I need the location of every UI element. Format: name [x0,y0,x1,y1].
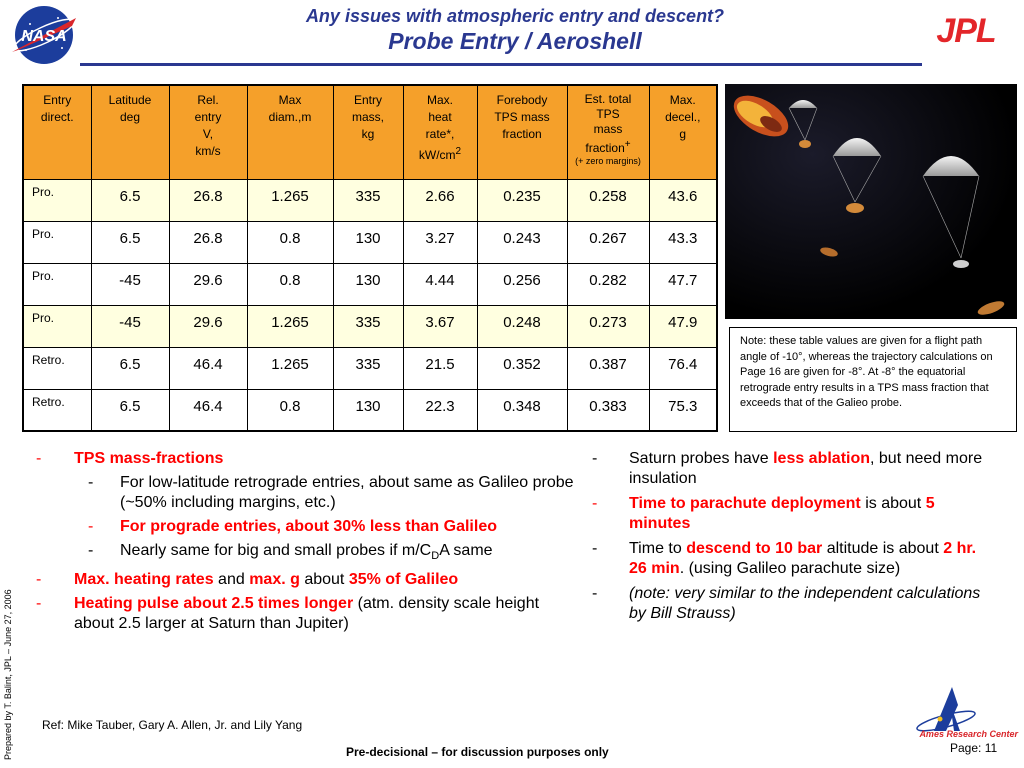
svg-text:JPL: JPL [936,12,996,46]
table-cell: 2.66 [403,179,477,221]
table-cell: 0.267 [567,221,649,263]
table-cell: 0.256 [477,263,567,305]
header-max-diameter: Max diam.,m [247,85,333,179]
table-cell: 75.3 [649,389,717,431]
table-cell: 0.235 [477,179,567,221]
table-cell: 0.387 [567,347,649,389]
table-cell: 46.4 [169,389,247,431]
parachute-descent-image [725,84,1017,319]
footer-disclaimer: Pre-decisional – for discussion purposes only [346,745,609,759]
table-cell: -45 [91,263,169,305]
table-cell: 4.44 [403,263,477,305]
table-cell: 335 [333,305,403,347]
table-cell: 3.27 [403,221,477,263]
table-cell: 3.67 [403,305,477,347]
header-max-decel: Max. decel., g [649,85,717,179]
list-item: - (note: very similar to the independent calculations by Bill Strauss) [592,585,981,622]
entry-data-table [22,84,718,432]
table-cell: 130 [333,263,403,305]
list-item: - Heating pulse about 2.5 times longer (atm. density scale height about 2.5 larger at Saturn than Jupiter) [36,595,540,633]
prepared-by-text: Prepared by T. Balint, JPL – June 27, 2006 [3,589,13,760]
table-cell: -45 [91,305,169,347]
slide-title: Probe Entry / Aeroshell [388,28,642,54]
table-cell: 43.3 [649,221,717,263]
table-cell: 0.8 [247,389,333,431]
table-cell: 46.4 [169,347,247,389]
table-cell: 335 [333,347,403,389]
table-cell: 26.8 [169,179,247,221]
table-cell: 0.258 [567,179,649,221]
table-cell: 47.7 [649,263,717,305]
table-cell: 0.383 [567,389,649,431]
ames-logo [904,683,1020,741]
header-latitude: Latitude deg [91,85,169,179]
header-entry-direction: Entry direct. [23,85,91,179]
table-cell: 6.5 [91,389,169,431]
nasa-logo [6,4,82,66]
table-cell: 0.352 [477,347,567,389]
table-cell: 26.8 [169,221,247,263]
table-cell: 0.8 [247,263,333,305]
list-item: - Time to parachute deployment is about 5 minutes [592,495,935,532]
list-item: - For prograde entries, about 30% less than Galileo [88,518,497,535]
table-cell: 0.273 [567,305,649,347]
table-cell: 76.4 [649,347,717,389]
table-row [23,347,717,389]
table-cell: 1.265 [247,305,333,347]
table-cell: Retro. [23,389,91,431]
table-cell: 43.6 [649,179,717,221]
table-header-row [23,85,717,179]
list-item: - TPS mass-fractions [36,450,224,467]
title-rule [80,63,922,66]
list-item: - For low-latitude retrograde entries, about same as Galileo probe (~50% including margins, etc.) [88,474,574,511]
table-cell: 0.348 [477,389,567,431]
table-cell: Pro. [23,263,91,305]
table-cell: 0.8 [247,221,333,263]
table-cell: 21.5 [403,347,477,389]
header-forebody-tps: Forebody TPS mass fraction [477,85,567,179]
table-cell: 1.265 [247,179,333,221]
table-cell: Pro. [23,305,91,347]
table-cell: Pro. [23,221,91,263]
table-cell: 130 [333,221,403,263]
page-number: Page: 11 [950,741,998,755]
table-row [23,179,717,221]
table-cell: 0.243 [477,221,567,263]
list-item: - Saturn probes have less ablation, but need more insulation [592,450,983,487]
table-cell: 130 [333,389,403,431]
table-cell: 47.9 [649,305,717,347]
table-cell: 0.282 [567,263,649,305]
table-cell: 6.5 [91,347,169,389]
table-cell: 29.6 [169,305,247,347]
reference-text: Ref: Mike Tauber, Gary A. Allen, Jr. and Lily Yang [42,718,303,732]
table-cell: 1.265 [247,347,333,389]
table-cell: 335 [333,179,403,221]
table-row [23,221,717,263]
table-cell: 0.248 [477,305,567,347]
header-total-tps: Est. total TPS mass fraction+ (+ zero margins) [567,85,649,179]
right-bullet-list [592,449,992,629]
left-bullet-list [36,449,576,638]
table-cell: Retro. [23,347,91,389]
table-row [23,263,717,305]
title-block [150,5,880,55]
flight-path-note: Note: these table values are given for a flight path angle of -10°, whereas the trajectory calculations on Page 16 are given for -8°. At -8° the equatorial retrograde entry results in a TPS mass fraction that exceeds that of the Galieo probe. [729,327,1017,432]
header-max-heat-rate: Max. heat rate*, $kW/cm^2$ [403,85,477,179]
svg-text:NASA: NASA [21,28,67,45]
slide-subtitle: Any issues with atmospheric entry and descent? [305,6,725,26]
header-entry-velocity: Rel. entry V, km/s [169,85,247,179]
table-row [23,305,717,347]
list-item: - Max. heating rates and max. g about 35% of Galileo [36,571,459,589]
table-row [23,389,717,431]
list-item: - Time to descend to 10 bar altitude is about 2 hr. 26 min. (using Galileo parachute size) [592,540,977,577]
table-cell: Pro. [23,179,91,221]
table-cell: 6.5 [91,221,169,263]
table-cell: 29.6 [169,263,247,305]
list-item: - Nearly same for big and small probes if $m/C_DA$ same [88,542,493,563]
table-cell: 22.3 [403,389,477,431]
svg-text:Ames Research Center: Ames Research Center [919,729,1018,739]
jpl-logo [914,12,1018,46]
table-cell: 6.5 [91,179,169,221]
header-entry-mass: Entry mass, kg [333,85,403,179]
